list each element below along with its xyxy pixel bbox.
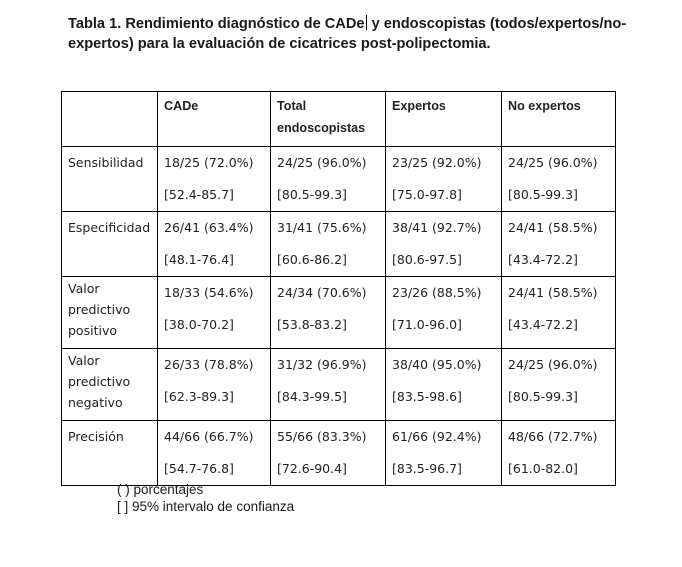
cell-percentage: 26/41 (63.4%) [164, 220, 254, 235]
row-label-line: Sensibilidad [68, 155, 144, 170]
data-cell [502, 212, 616, 277]
cell-percentage: 18/25 (72.0%) [164, 155, 254, 170]
cell-confidence-interval: [62.3-89.3] [164, 389, 234, 404]
row-label-line: predictivo [68, 302, 131, 317]
table-row-sensibilidad [62, 147, 616, 212]
cell-confidence-interval: [52.4-85.7] [164, 187, 234, 202]
table-row-precision [62, 421, 616, 486]
cell-confidence-interval: [80.5-99.3] [508, 389, 578, 404]
header-cell-total-endoscopistas: Total endoscopistas [271, 92, 386, 147]
row-label-line: Precisión [68, 429, 124, 444]
data-cell [271, 277, 386, 349]
cell-confidence-interval: [71.0-96.0] [392, 317, 462, 332]
cell-percentage: 31/41 (75.6%) [277, 220, 367, 235]
cell-confidence-interval: [80.6-97.5] [392, 252, 462, 267]
cell-percentage: 48/66 (72.7%) [508, 429, 598, 444]
cell-confidence-interval: [75.0-97.8] [392, 187, 462, 202]
header-cell-expertos: Expertos [386, 92, 502, 147]
header-cell-cade: CADe [158, 92, 271, 147]
cell-confidence-interval: [80.5-99.3] [277, 187, 347, 202]
data-cell [502, 421, 616, 486]
data-cell [386, 349, 502, 421]
cell-confidence-interval: [43.4-72.2] [508, 317, 578, 332]
data-cell [158, 212, 271, 277]
row-label [62, 277, 158, 349]
cell-confidence-interval: [83.5-96.7] [392, 461, 462, 476]
row-label [62, 421, 158, 486]
cell-confidence-interval: [61.0-82.0] [508, 461, 578, 476]
data-cell [502, 349, 616, 421]
row-label-line: predictivo [68, 374, 131, 389]
cell-confidence-interval: [38.0-70.2] [164, 317, 234, 332]
cell-percentage: 24/34 (70.6%) [277, 285, 367, 300]
cell-confidence-interval: [43.4-72.2] [508, 252, 578, 267]
cell-confidence-interval: [83.5-98.6] [392, 389, 462, 404]
caption-line-2: expertos) para la evaluación de cicatrices post-polipectomia. [68, 36, 491, 52]
cell-confidence-interval: [72.6-90.4] [277, 461, 347, 476]
caption-line-1-end: y endoscopistas (todos/expertos/no- [367, 16, 627, 32]
cell-percentage: 38/41 (92.7%) [392, 220, 482, 235]
table-caption [68, 14, 668, 54]
row-label-line: positivo [68, 323, 117, 338]
caption-line-1-start: Tabla 1. Rendimiento diagnóstico de CADe [68, 16, 365, 32]
table-footnotes [117, 481, 294, 515]
row-label [62, 212, 158, 277]
data-cell [158, 421, 271, 486]
cell-percentage: 38/40 (95.0%) [392, 357, 482, 372]
text-cursor [366, 15, 367, 30]
footnote-percentages: ( ) porcentajes [117, 482, 204, 497]
cell-percentage: 24/41 (58.5%) [508, 220, 598, 235]
cell-percentage: 26/33 (78.8%) [164, 357, 254, 372]
row-label-line: Valor [68, 353, 100, 368]
row-label [62, 349, 158, 421]
data-cell [271, 212, 386, 277]
data-cell [271, 147, 386, 212]
data-cell [158, 147, 271, 212]
cell-percentage: 44/66 (66.7%) [164, 429, 254, 444]
cell-percentage: 31/32 (96.9%) [277, 357, 367, 372]
cell-percentage: 61/66 (92.4%) [392, 429, 482, 444]
footnote-confidence-interval: [ ] 95% intervalo de confianza [117, 499, 295, 514]
data-cell [271, 421, 386, 486]
cell-confidence-interval: [53.8-83.2] [277, 317, 347, 332]
cell-percentage: 18/33 (54.6%) [164, 285, 254, 300]
cell-percentage: 24/25 (96.0%) [508, 357, 598, 372]
data-cell [502, 277, 616, 349]
results-table [61, 91, 616, 486]
cell-confidence-interval: [48.1-76.4] [164, 252, 234, 267]
row-label-line: Valor [68, 281, 100, 296]
cell-confidence-interval: [60.6-86.2] [277, 252, 347, 267]
data-cell [158, 277, 271, 349]
header-row [62, 92, 616, 147]
data-cell [158, 349, 271, 421]
cell-confidence-interval: [54.7-76.8] [164, 461, 234, 476]
cell-percentage: 23/25 (92.0%) [392, 155, 482, 170]
cell-percentage: 23/26 (88.5%) [392, 285, 482, 300]
cell-percentage: 24/25 (96.0%) [508, 155, 598, 170]
cell-confidence-interval: [84.3-99.5] [277, 389, 347, 404]
data-cell [386, 147, 502, 212]
table-row-valor-predictivo-negativo [62, 349, 616, 421]
row-label-line: Especificidad [68, 220, 151, 235]
data-cell [386, 277, 502, 349]
row-label-line: negativo [68, 395, 123, 410]
table-row-especificidad [62, 212, 616, 277]
data-cell [271, 349, 386, 421]
data-cell [386, 212, 502, 277]
row-label [62, 147, 158, 212]
data-cell [502, 147, 616, 212]
cell-percentage: 24/41 (58.5%) [508, 285, 598, 300]
cell-confidence-interval: [80.5-99.3] [508, 187, 578, 202]
header-cell-empty [62, 92, 158, 147]
caption-line-1 [68, 14, 668, 34]
cell-percentage: 55/66 (83.3%) [277, 429, 367, 444]
cell-percentage: 24/25 (96.0%) [277, 155, 367, 170]
data-cell [386, 421, 502, 486]
header-cell-no-expertos: No expertos [502, 92, 616, 147]
table-row-valor-predictivo-positivo [62, 277, 616, 349]
